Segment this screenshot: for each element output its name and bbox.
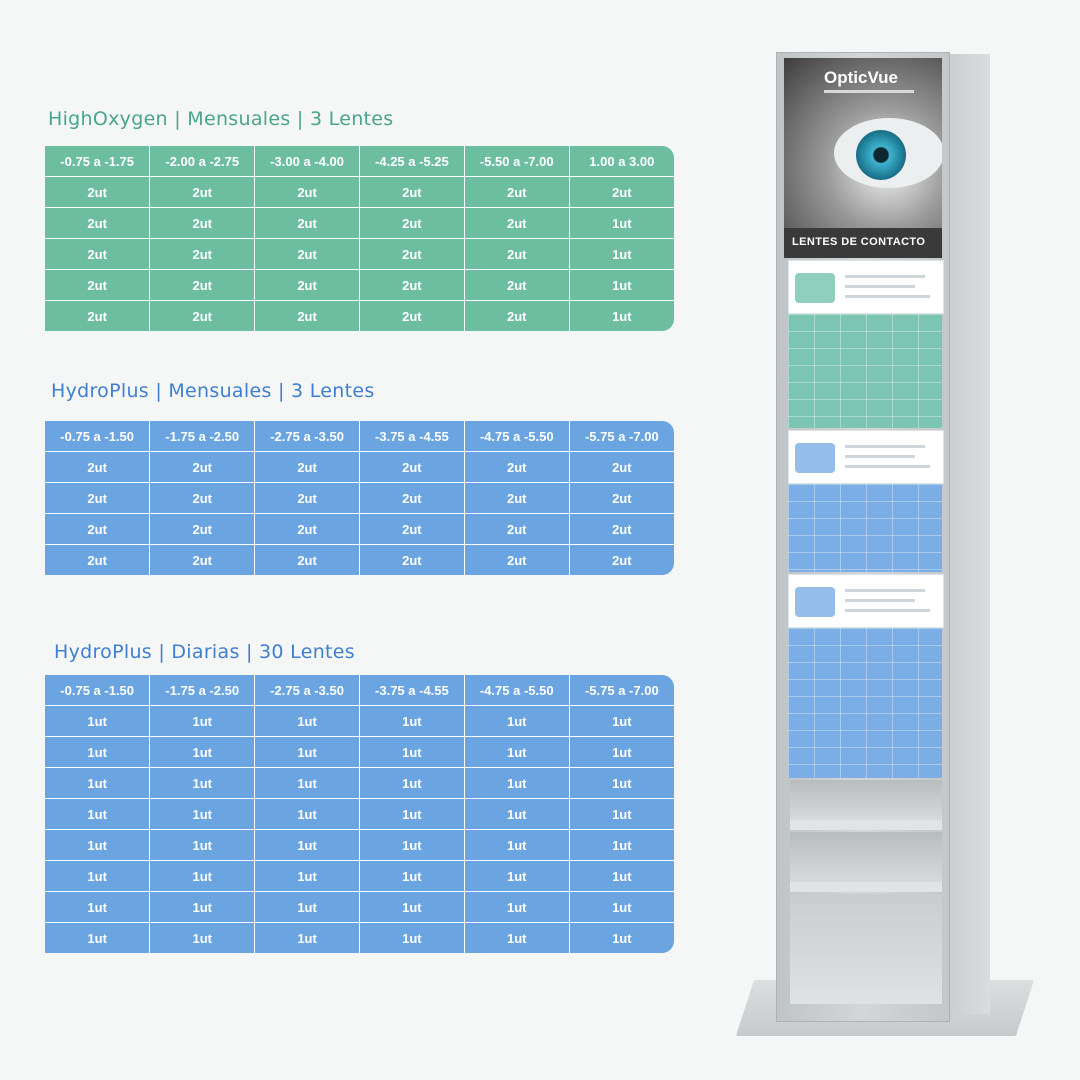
- table-cell: 1ut: [464, 830, 569, 861]
- table-cell: 1ut: [45, 892, 150, 923]
- table-cell: 1ut: [359, 768, 464, 799]
- table-row: [45, 799, 674, 830]
- product-box-icon: [795, 443, 835, 473]
- stand-shelf-lower: [790, 832, 942, 882]
- table-cell: 2ut: [150, 177, 255, 208]
- table-cell: 1ut: [464, 892, 569, 923]
- table-cell: 2ut: [464, 514, 569, 545]
- column-header: -1.75 a -2.50: [150, 675, 255, 706]
- table-cell: 2ut: [255, 239, 360, 270]
- table-cell: 1ut: [255, 737, 360, 768]
- table-cell: 2ut: [45, 239, 150, 270]
- column-header: -3.00 a -4.00: [255, 146, 360, 177]
- table-cell: 2ut: [569, 452, 674, 483]
- table-cell: 2ut: [359, 239, 464, 270]
- column-header: -2.75 a -3.50: [255, 421, 360, 452]
- table-cell: 1ut: [569, 923, 674, 954]
- table-cell: 1ut: [150, 923, 255, 954]
- table-cell: 2ut: [150, 208, 255, 239]
- table-row: [45, 545, 674, 576]
- table-cell: 1ut: [150, 768, 255, 799]
- table-row: [45, 830, 674, 861]
- table-cell: 1ut: [45, 923, 150, 954]
- stand-shelf-edge: [790, 882, 942, 892]
- table-cell: 1ut: [45, 737, 150, 768]
- table-cell: 1ut: [464, 737, 569, 768]
- column-header: -5.75 a -7.00: [569, 675, 674, 706]
- product-card-hydroplus-diaria: [788, 574, 944, 628]
- stock-table-hydroplus-mensuales: [45, 421, 674, 575]
- table-header-row: [45, 146, 674, 177]
- stock-grid-blue-1: [788, 484, 942, 572]
- table-cell: 2ut: [464, 483, 569, 514]
- table-row: [45, 239, 674, 270]
- table-cell: 2ut: [150, 239, 255, 270]
- product-box-icon: [795, 587, 835, 617]
- table-title-highoxygen: HighOxygen | Mensuales | 3 Lentes: [48, 108, 394, 130]
- table-row: [45, 208, 674, 239]
- table-cell: 1ut: [569, 768, 674, 799]
- table-row: [45, 514, 674, 545]
- table-cell: 2ut: [45, 452, 150, 483]
- stock-table-hydroplus-diarias: [45, 675, 674, 953]
- table-cell: 1ut: [255, 768, 360, 799]
- stand-poster: [784, 58, 942, 258]
- table-row: [45, 892, 674, 923]
- table-cell: 2ut: [464, 301, 569, 332]
- table-cell: 1ut: [464, 799, 569, 830]
- product-card-hydroplus-mensual: [788, 430, 944, 484]
- table-cell: 1ut: [150, 706, 255, 737]
- table-cell: 1ut: [569, 301, 674, 332]
- column-header: -0.75 a -1.75: [45, 146, 150, 177]
- table-cell: 1ut: [359, 830, 464, 861]
- table-cell: 2ut: [255, 301, 360, 332]
- column-header: -3.75 a -4.55: [359, 675, 464, 706]
- table-row: [45, 452, 674, 483]
- product-box-icon: [795, 273, 835, 303]
- table-cell: 2ut: [150, 301, 255, 332]
- table-cell: 1ut: [255, 923, 360, 954]
- table-title-hydroplus-mensuales: HydroPlus | Mensuales | 3 Lentes: [51, 380, 375, 402]
- table-cell: 2ut: [150, 270, 255, 301]
- column-header: -4.75 a -5.50: [464, 675, 569, 706]
- table-cell: 2ut: [255, 208, 360, 239]
- table-cell: 1ut: [45, 799, 150, 830]
- column-header: -4.25 a -5.25: [359, 146, 464, 177]
- table-cell: 2ut: [464, 177, 569, 208]
- table-cell: 2ut: [150, 545, 255, 576]
- table-row: [45, 270, 674, 301]
- table-cell: 2ut: [359, 208, 464, 239]
- table-cell: 1ut: [150, 737, 255, 768]
- table-cell: 2ut: [45, 177, 150, 208]
- stand-shelf-upper: [790, 780, 942, 820]
- stand-shelf-edge: [790, 820, 942, 830]
- table-cell: 1ut: [359, 737, 464, 768]
- display-stand-image: [740, 40, 1030, 1050]
- column-header: -0.75 a -1.50: [45, 421, 150, 452]
- table-cell: 2ut: [464, 208, 569, 239]
- table-cell: 1ut: [359, 706, 464, 737]
- table-cell: 2ut: [45, 208, 150, 239]
- table-cell: 2ut: [255, 452, 360, 483]
- table-cell: 2ut: [359, 483, 464, 514]
- table-cell: 2ut: [464, 545, 569, 576]
- table-cell: 2ut: [569, 514, 674, 545]
- column-header: -5.50 a -7.00: [464, 146, 569, 177]
- table-cell: 1ut: [255, 830, 360, 861]
- product-card-highoxygen: [788, 260, 944, 314]
- table-cell: 1ut: [569, 861, 674, 892]
- table-header-row: [45, 421, 674, 452]
- stand-bottom-compartment: [790, 894, 942, 1004]
- column-header: -3.75 a -4.55: [359, 421, 464, 452]
- stock-table-highoxygen: [45, 146, 674, 331]
- table-cell: 2ut: [255, 483, 360, 514]
- column-header: -1.75 a -2.50: [150, 421, 255, 452]
- table-cell: 1ut: [569, 208, 674, 239]
- table-cell: 1ut: [464, 923, 569, 954]
- table-row: [45, 768, 674, 799]
- table-cell: 1ut: [150, 799, 255, 830]
- table-cell: 1ut: [359, 892, 464, 923]
- table-row: [45, 923, 674, 954]
- table-cell: 2ut: [255, 545, 360, 576]
- table-cell: 2ut: [464, 452, 569, 483]
- iris-illustration: [856, 130, 906, 180]
- table-cell: 1ut: [569, 270, 674, 301]
- column-header: -0.75 a -1.50: [45, 675, 150, 706]
- table-cell: 1ut: [45, 706, 150, 737]
- table-cell: 1ut: [45, 830, 150, 861]
- table-cell: 1ut: [569, 799, 674, 830]
- table-cell: 1ut: [255, 861, 360, 892]
- table-cell: 2ut: [45, 270, 150, 301]
- table-cell: 1ut: [255, 892, 360, 923]
- table-cell: 2ut: [569, 177, 674, 208]
- table-row: [45, 483, 674, 514]
- table-cell: 2ut: [359, 514, 464, 545]
- column-header: -2.75 a -3.50: [255, 675, 360, 706]
- column-header: -2.00 a -2.75: [150, 146, 255, 177]
- table-row: [45, 301, 674, 332]
- table-cell: 2ut: [150, 483, 255, 514]
- table-cell: 2ut: [464, 239, 569, 270]
- table-cell: 1ut: [45, 861, 150, 892]
- table-cell: 2ut: [45, 545, 150, 576]
- table-cell: 1ut: [464, 861, 569, 892]
- table-cell: 2ut: [569, 483, 674, 514]
- poster-title: LENTES DE CONTACTO: [792, 236, 926, 248]
- table-cell: 2ut: [255, 514, 360, 545]
- brand-logo: OpticVue: [824, 68, 898, 87]
- table-cell: 2ut: [569, 545, 674, 576]
- table-cell: 2ut: [359, 452, 464, 483]
- table-cell: 2ut: [359, 177, 464, 208]
- table-cell: 1ut: [569, 737, 674, 768]
- stand-side-panel: [945, 54, 990, 1014]
- stock-grid-blue-2: [788, 628, 942, 778]
- table-cell: 1ut: [569, 239, 674, 270]
- table-cell: 2ut: [359, 270, 464, 301]
- brand-tagline-line: [824, 90, 914, 93]
- table-cell: 2ut: [45, 483, 150, 514]
- table-cell: 1ut: [150, 892, 255, 923]
- table-cell: 1ut: [45, 768, 150, 799]
- table-cell: 1ut: [150, 861, 255, 892]
- table-cell: 1ut: [255, 799, 360, 830]
- table-cell: 1ut: [255, 706, 360, 737]
- table-row: [45, 177, 674, 208]
- table-cell: 2ut: [45, 301, 150, 332]
- table-cell: 2ut: [255, 270, 360, 301]
- table-cell: 2ut: [45, 514, 150, 545]
- table-cell: 1ut: [150, 830, 255, 861]
- table-cell: 2ut: [150, 514, 255, 545]
- table-cell: 2ut: [359, 545, 464, 576]
- table-cell: 1ut: [464, 706, 569, 737]
- table-cell: 1ut: [569, 706, 674, 737]
- table-cell: 1ut: [359, 799, 464, 830]
- table-cell: 2ut: [359, 301, 464, 332]
- table-cell: 1ut: [359, 923, 464, 954]
- table-cell: 2ut: [150, 452, 255, 483]
- table-row: [45, 737, 674, 768]
- table-header-row: [45, 675, 674, 706]
- table-title-hydroplus-diarias: HydroPlus | Diarias | 30 Lentes: [54, 641, 355, 663]
- table-cell: 2ut: [464, 270, 569, 301]
- table-row: [45, 861, 674, 892]
- column-header: -5.75 a -7.00: [569, 421, 674, 452]
- column-header: -4.75 a -5.50: [464, 421, 569, 452]
- table-row: [45, 706, 674, 737]
- column-header: 1.00 a 3.00: [569, 146, 674, 177]
- table-cell: 1ut: [464, 768, 569, 799]
- stock-grid-green: [788, 314, 942, 428]
- table-cell: 1ut: [359, 861, 464, 892]
- table-cell: 2ut: [255, 177, 360, 208]
- table-cell: 1ut: [569, 830, 674, 861]
- table-cell: 1ut: [569, 892, 674, 923]
